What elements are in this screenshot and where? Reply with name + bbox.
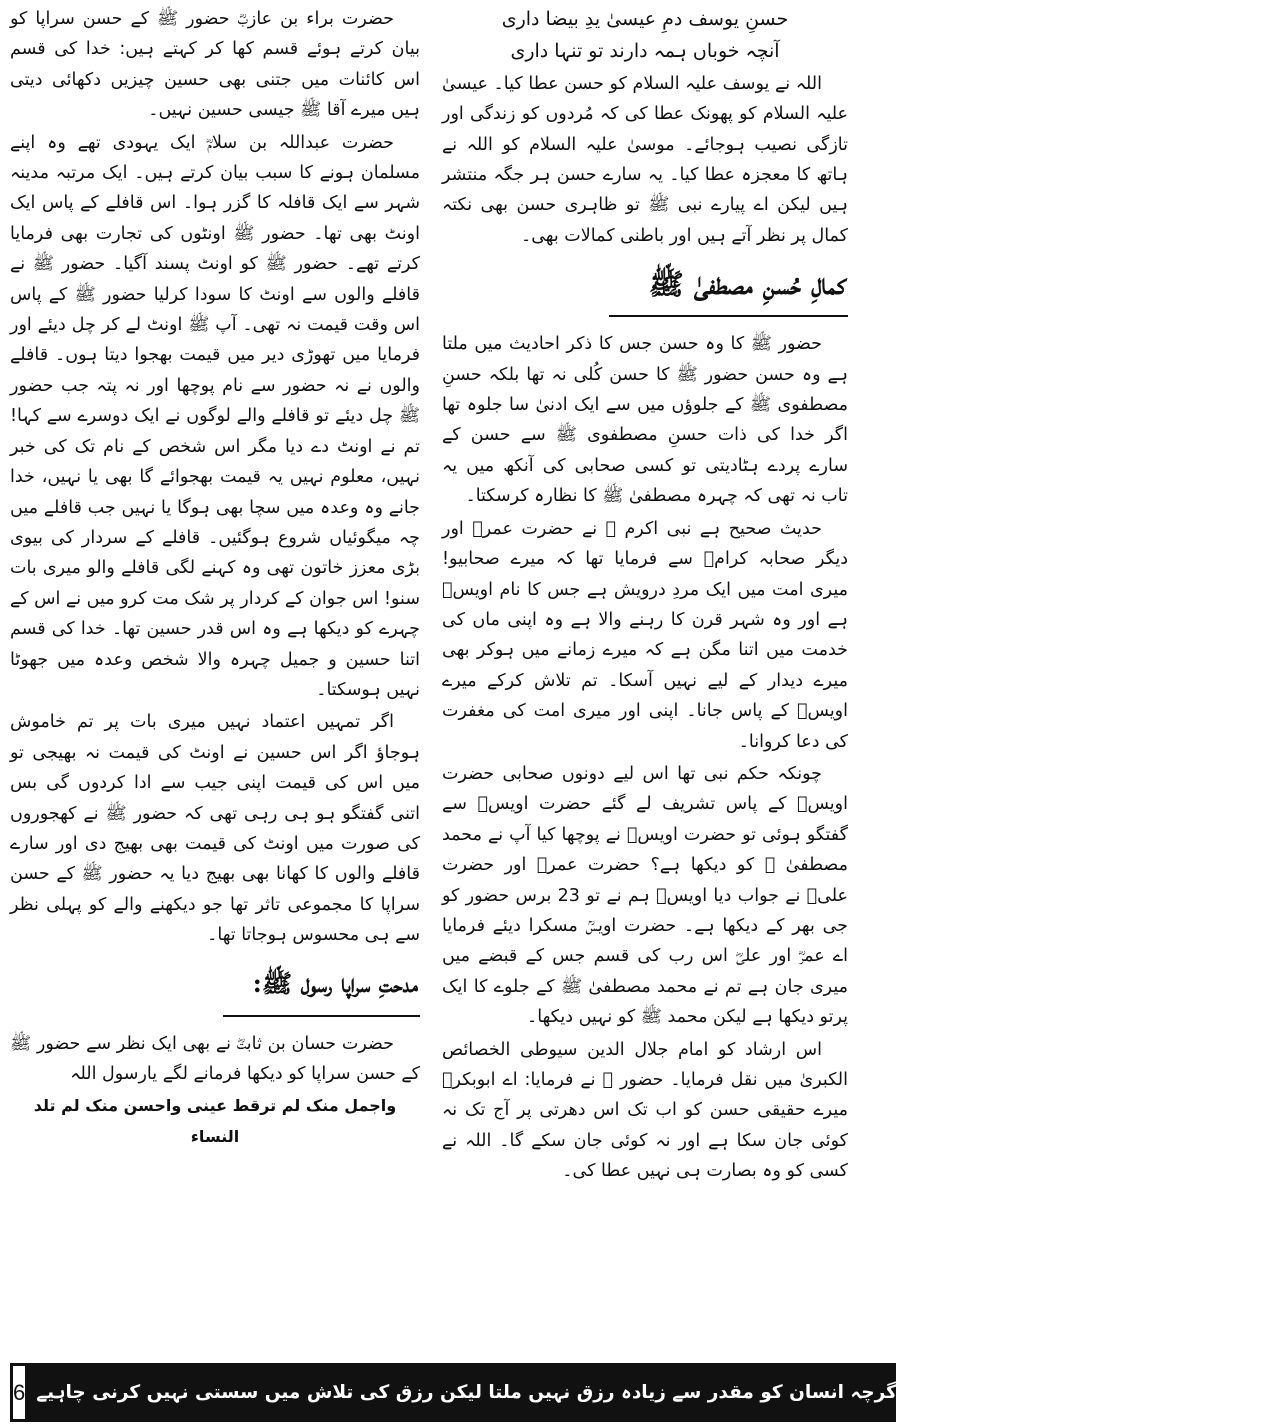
right-column — [442, 4, 848, 1189]
section-heading-kamal-husn — [442, 261, 848, 317]
magazine-title: ماہنامہ دختران اسلام لاہور نومبر — [964, 1382, 1269, 1404]
paragraph: اس ارشاد کو امام جلال الدین سیوطی الخصائص الکبریٰ میں نقل فرمایا۔ حضور ﷺ نے فرمایا: اے ابوبکرؓ میرے حقیقی حسن کو اب تک اس دھرتی پر آج تک نہ کوئی جان سکا ہے اور نہ کوئی جان سکے گا۔ اللہ نے کسی کو وہ بصارت ہی نہیں عطا کی۔ — [442, 1039, 848, 1182]
intro-paragraph: اللہ نے یوسف علیہ السلام کو حسن عطا کیا۔ عیسیٰ علیہ السلام کو پھونک عطا کی کہ مُردوں کو زندگی اور تازگی نصیب ہوجائے۔ موسیٰ علیہ السلام کو اللہ نے ہاتھ کا معجزہ عطا کیا۔ یہ سارے حسن ہر جگہ منتشر ہیں لیکن اے پیارے نبی ﷺ تو ظاہری حسن بھی نکتہ کمال پر نظر آتے ہیں اور باطنی کمالات بھی۔ — [442, 73, 848, 246]
left-column — [10, 4, 420, 1154]
issue-year: 2019 — [917, 1381, 959, 1403]
paragraph: چونکہ حکم نبی تھا اس لیے دونوں صحابی حضرت اویسؒ کے پاس تشریف لے گئے حضرت اویسؒ سے گفتگو ہوئی تو حضرت اویسؒ نے پوچھا کیا آپ نے محمد مصطفیٰ ﷺ کو دیکھا ہے؟ حضرت عمرؓ اور حضرت علیؓ نے جواب دیا اویسؒ ہم نے تو 23 برس حضور کو جی بھر کے دیکھا ہے۔ حضرت اویسؒ مسکرا دیئے فرمایا اے عمرؓ اور علیؓ اس رب کی قسم جس کے قبضے میں میری جان ہے تم نے محمد مصطفیٰ ﷺ کے جلوے کا ایک پرتو دیکھا ہے لیکن محمد ﷺ کو نہیں دیکھا۔ — [442, 763, 848, 1028]
paragraph: حضرت عبداللہ بن سلامؓ ایک یہودی تھے وہ اپنے مسلمان ہونے کا سبب بیان کرتے ہیں۔ ایک مرتبہ مدینہ شہر سے ایک قافلہ کا گزر ہوا۔ اس قافلے کے پاس ایک اونٹ بھی تھا۔ حضور ﷺ اونٹوں کی تجارت بھی فرمایا کرتے تھے۔ حضور ﷺ کو اونٹ پسند آگیا۔ حضور ﷺ نے قافلے والوں سے اونٹ کا سودا کرلیا حضور ﷺ کے پاس اس وقت قیمت نہ تھی۔ آپ ﷺ اونٹ لے کر چل دیئے اور فرمایا میں تھوڑی دیر میں قیمت بھجوا دیتا ہوں۔ قافلے والوں نے نہ حضور سے نام پوچھا اور نہ پتہ جب حضور ﷺ چل دیئے تو قافلے والے لوگوں نے ایک دوسرے سے کہا! تم نے اونٹ دے دیا مگر اس شخص کے نام تک کی خبر نہیں، معلوم نہیں یہ قیمت بھجوائے گا بھی یا نہیں، خدا جانے وہ وعدہ میں سچا بھی ہوگا یا نہیں جب قافلے میں چہ میگوئیاں شروع ہوگئیں۔ قافلے کے سردار کی بیوی بڑی معزز خاتون تھی وہ کہنے لگی قافلے والو میری بات سنو! اس جوان کے کردار پر شک مت کرو میں نے اس کے چہرے کو دیکھا ہے وہ اس قدر حسین تھا۔ خدا کی قسم اتنا حسین و جمیل چہرہ والا شخص وعدہ میں جھوٹا نہیں ہوسکتا۔ — [10, 132, 420, 700]
paragraph: اگر تمہیں اعتماد نہیں میری بات پر تم خاموش ہوجاؤ اگر اس حسین نے اونٹ کی قیمت نہ بھیجی تو میں اس کی قیمت اپنی جیب سے ادا کردوں گی بس اتنی گفتگو ہو ہی رہی تھی کہ حضور ﷺ نے کھجوروں کی صورت میں اونٹ کی قیمت بھی بھیج دی اور سارے قافلے والوں کا کھانا بھی بھیج دیا یہ حضور ﷺ کے حسن سراپا کا مجموعی تاثر تھا جو دیکھنے والے کو پہلی نظر سے ہی محسوس ہوجاتا تھا۔ — [10, 712, 420, 946]
section-heading-madhat — [10, 961, 420, 1017]
footer-quote: اگرچہ انسان کو مقدر سے زیادہ رزق نہیں ملتا لیکن رزق کی تلاش میں سستی نہیں کرنی چاہیے — [36, 1382, 904, 1403]
page-number: 6 — [10, 1363, 28, 1422]
page-footer — [10, 1363, 1269, 1422]
persian-verse-line-1: حسنِ یوسف دمِ عیسیٰ یدِ بیضا داری — [501, 8, 789, 30]
persian-verse-line-2: آنچہ خوباں ہمہ دارند تو تنہا داری — [510, 40, 780, 63]
paragraph: حدیث صحیح ہے نبی اکرم ﷺ نے حضرت عمرؓ اور دیگر صحابہ کرامؓ سے فرمایا تھا کہ میرے صحابیو! میری امت میں ایک مردِ درویش ہے جس کا نام اویسؒ ہے اور وہ شہر قرن کا رہنے والا ہے وہ اپنی ماں کی خدمت میں اتنا مگن ہے کہ میرے زمانے میں ہوکر بھی میرے دیدار کے لیے نہیں آسکا۔ تم تلاش کرکے میرے اویسؒ کے پاس جانا۔ اپنی اور میری امت کی مغفرت کی دعا کروانا۔ — [442, 518, 848, 752]
paragraph: حضور ﷺ کا وہ حسن جس کا ذکر احادیث میں ملتا ہے وہ حسن حضور ﷺ کا حسن کُلی نہ تھا بلکہ حسنِ مصطفوی ﷺ کے جلوؤں میں سے ایک ادنیٰ سا جلوہ تھا اگر خدا کی ذات حسنِ مصطفوی ﷺ سے حسن کے سارے پردے ہٹادیتی تو کسی صحابی کی آنکھ میں یہ تاب نہ تھی کہ چہرہ مصطفیٰ ﷺ کا نظارہ کرسکتا۔ — [442, 334, 848, 507]
paragraph: حضرت حسان بن ثابتؓ نے بھی ایک نظر سے حضور ﷺ کے حسن سراپا کو دیکھا فرمانے لگے یارسول اللہ — [10, 1033, 420, 1084]
footer-text — [28, 1363, 1276, 1422]
section-heading-text: مدحتِ سراپا رسول ﷺ: — [223, 961, 420, 1017]
section-heading-text: کمالِ حُسنِ مصطفیٰ ﷺ — [609, 261, 848, 317]
arabic-verse: واجمل منک لم ترقط عینی واحسن منک لم تلد النساء — [33, 1096, 397, 1146]
magazine-name — [917, 1382, 1269, 1404]
paragraph: حضرت براء بن عازبؓ حضور ﷺ کے حسن سراپا کو بیان کرتے ہوئے قسم کھا کر کہتے ہیں: خدا کی قسم اس کائنات میں جتنی بھی حسین چیزیں دکھائی دیتی ہیں میرے آقا ﷺ جیسی حسین نہیں۔ — [10, 9, 420, 121]
